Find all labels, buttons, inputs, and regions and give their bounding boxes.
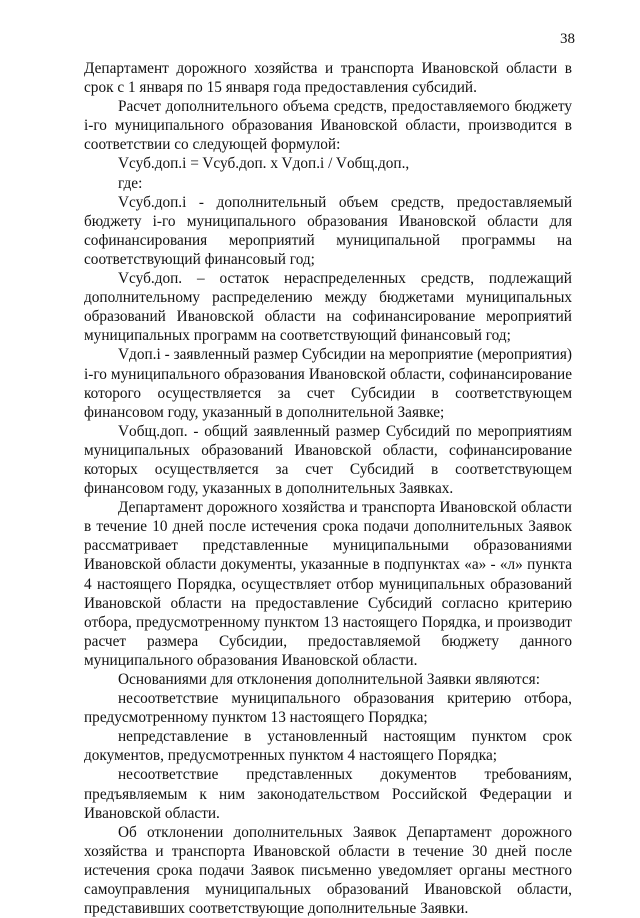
paragraph-calculation-intro: Расчет дополнительного объема средств, предоставляемого бюджету i-го муниципального образования Ивановской области, производится в соответствии со следующей формулой: — [84, 98, 572, 154]
rejection-ground-criterion: несоответствие муниципального образования критерию отбора, предусмотренному пунктом 13 настоящего Порядка; — [84, 690, 572, 727]
definition-v-obsch-dop: Vобщ.доп. - общий заявленный размер Субсидий по мероприятиям муниципальных образований Ивановской области, софинансирование которых осуществляется за счет Субсидий в соответствующем финансовом году, указанных в дополнительных Заявках. — [84, 422, 572, 498]
formula: Vсуб.доп.i = Vсуб.доп. x Vдоп.i / Vобщ.доп., — [118, 155, 410, 173]
paragraph-review-procedure: Департамент дорожного хозяйства и транспорта Ивановской области в течение 10 дней после истечения срока подачи дополнительных Заявок рассматривает представленные муниципальными образованиями Ивановской области документы, указанные в подпунктах «а» - «л» пункта 4 настоящего Порядка, осуществляет отбор муниципальных образований Ивановской области на предоставление Субсидий согласно критерию отбора, предусмотренному пунктом 13 настоящего Порядка, и производит расчет размера Субсидии, предоставляемой бюджету данного муниципального образования Ивановской области. — [84, 499, 572, 669]
paragraph-where: где: — [118, 174, 143, 192]
rejection-ground-documents: непредставление в установленный настоящим пунктом срок документов, предусмотренных пунктом 4 настоящего Порядка; — [84, 728, 572, 765]
paragraph-rejection-grounds: Основаниями для отклонения дополнительной Заявки являются: — [118, 671, 540, 688]
paragraph-notification: Об отклонении дополнительных Заявок Департамент дорожного хозяйства и транспорта Ивановской области в течение 30 дней после истечения срока подачи Заявок письменно уведомляет органы местного самоуправления муниципальных образований Ивановской области, представивших соответствующие дополнительные Заявки. — [84, 823, 572, 918]
definition-v-dop-i: Vдоп.i - заявленный размер Субсидии на мероприятие (мероприятия) i-го муниципального образования Ивановской области, софинансирование которого осуществляется за счет Субсидии в соответствующем финансовом году, указанный в дополнительной Заявке; — [84, 346, 572, 421]
rejection-ground-requirements: несоответствие представленных документов требованиям, предъявляемым к ним законодательством Российской Федерации и Ивановской области. — [84, 766, 572, 822]
document-body — [84, 59, 572, 918]
definition-v-sub-dop: Vсуб.доп. – остаток нераспределенных средств, подлежащий дополнительному распределению между бюджетами муниципальных образований Ивановской области на софинансирование мероприятий муниципальных программ на соответствующий финансовый год; — [84, 270, 572, 345]
page-number: 38 — [560, 31, 575, 47]
paragraph-deadline: Департамент дорожного хозяйства и транспорта Ивановской области в срок с 1 января по 15 января года предоставления субсидий. — [84, 60, 572, 97]
definition-v-sub-dop-i: Vсуб.доп.i - дополнительный объем средств, предоставляемый бюджету i-го муниципального образования Ивановской области для софинансирования мероприятий муниципальной программы на соответствующий финансовый год; — [84, 193, 572, 268]
